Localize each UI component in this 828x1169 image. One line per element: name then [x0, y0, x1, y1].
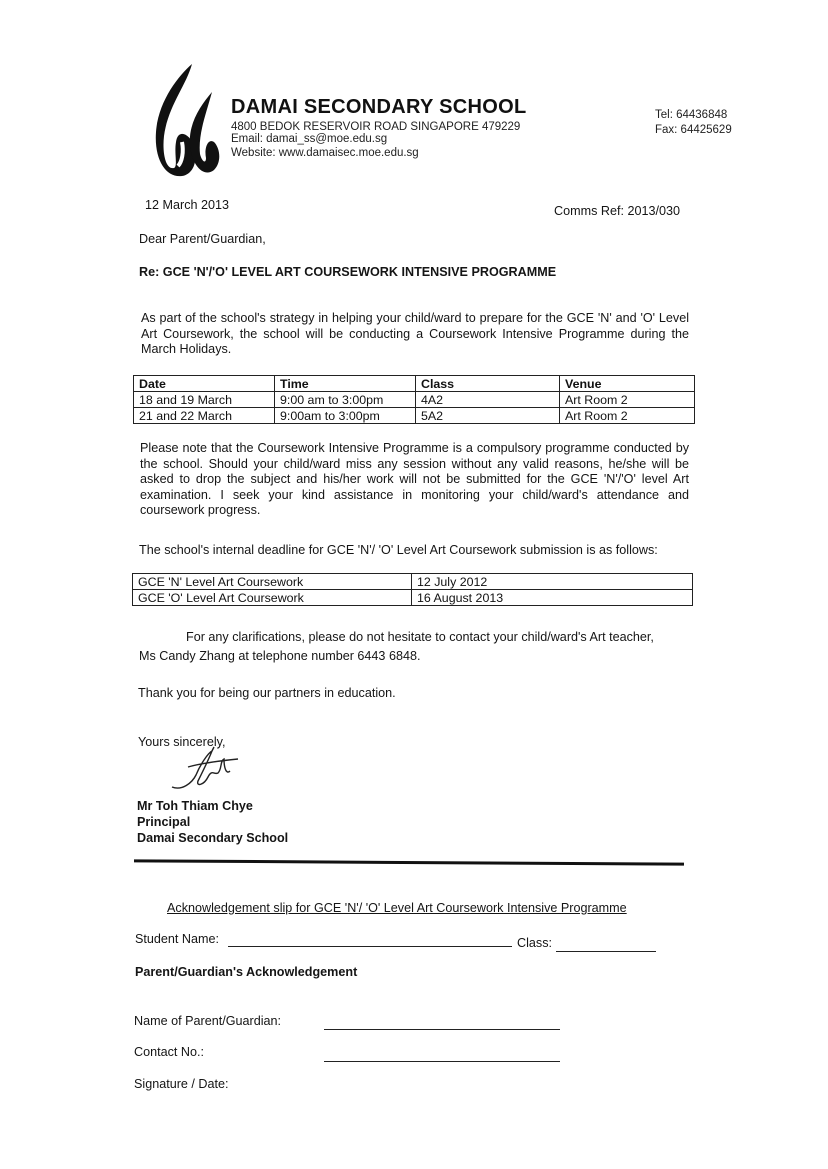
schedule-header-class: Class: [416, 376, 560, 392]
deadline-cell: GCE 'N' Level Art Coursework: [133, 574, 412, 590]
table-row: [133, 590, 693, 606]
schedule-cell: 9:00am to 3:00pm: [275, 408, 416, 424]
school-tel: Tel: 64436848: [655, 109, 728, 121]
class-field[interactable]: [556, 951, 656, 952]
paragraph-intro: As part of the school's strategy in helping your child/ward to prepare for the GCE 'N' and 'O' Level Art Coursework, the school will be conducting a Coursework Intensive Programme during the March Holidays.: [141, 311, 689, 356]
contact-field[interactable]: [324, 1061, 560, 1062]
schedule-header-date: Date: [134, 376, 275, 392]
student-name-field[interactable]: [228, 946, 512, 947]
schedule-cell: Art Room 2: [560, 408, 695, 424]
salutation: Dear Parent/Guardian,: [139, 232, 266, 246]
paragraph-deadline: The school's internal deadline for GCE 'N'/ 'O' Level Art Coursework submission is as follows:: [139, 543, 658, 557]
class-label: Class:: [517, 936, 552, 950]
letter-subject: Re: GCE 'N'/'O' LEVEL ART COURSEWORK INTENSIVE PROGRAMME: [139, 265, 557, 279]
schedule-table: [133, 375, 695, 424]
school-fax: Fax: 64425629: [655, 124, 732, 136]
slip-title: Acknowledgement slip for GCE 'N'/ 'O' Level Art Coursework Intensive Programme: [167, 901, 627, 915]
student-name-label: Student Name:: [135, 932, 220, 946]
deadline-cell: GCE 'O' Level Art Coursework: [133, 590, 412, 606]
school-name: DAMAI SECONDARY SCHOOL: [231, 96, 527, 118]
schedule-cell: 18 and 19 March: [134, 392, 275, 408]
schedule-header-row: [134, 376, 695, 392]
letter-date: 12 March 2013: [145, 198, 230, 212]
deadline-cell: 12 July 2012: [412, 574, 693, 590]
divider: [134, 859, 684, 865]
paragraph-thanks: Thank you for being our partners in education.: [138, 686, 396, 700]
deadline-cell: 16 August 2013: [412, 590, 693, 606]
schedule-cell: 21 and 22 March: [134, 408, 275, 424]
acknowledgement-heading: Parent/Guardian's Acknowledgement: [135, 965, 358, 979]
schedule-cell: 4A2: [416, 392, 560, 408]
school-email: Email: damai_ss@moe.edu.sg: [231, 133, 388, 145]
parent-name-field[interactable]: [324, 1029, 560, 1030]
signature-icon: [168, 745, 248, 795]
school-logo-icon: [148, 62, 222, 180]
signer-name: Mr Toh Thiam Chye: [137, 799, 253, 813]
signer-title: Principal: [137, 815, 191, 829]
schedule-header-time: Time: [275, 376, 416, 392]
contact-label: Contact No.:: [134, 1045, 204, 1059]
parent-name-label: Name of Parent/Guardian:: [134, 1014, 282, 1028]
school-website: Website: www.damaisec.moe.edu.sg: [231, 147, 419, 159]
closing: Yours sincerely,: [138, 735, 226, 749]
table-row: [133, 574, 693, 590]
deadline-table: [132, 573, 693, 606]
paragraph-clarification-line1: For any clarifications, please do not hesitate to contact your child/ward's Art teacher,: [186, 630, 654, 644]
table-row: [134, 392, 695, 408]
signer-organization: Damai Secondary School: [137, 831, 289, 845]
school-address: 4800 BEDOK RESERVOIR ROAD SINGAPORE 479229: [231, 121, 521, 133]
schedule-header-venue: Venue: [560, 376, 695, 392]
signature-date-label: Signature / Date:: [134, 1077, 229, 1091]
paragraph-compulsory: Please note that the Coursework Intensive Programme is a compulsory programme conducted by the school. Should your child/ward miss any session without any valid reasons, he/she will be asked to drop the subject and his/her work will not be submitted for the GCE 'N'/'O' level Art examination. I seek your kind assistance in monitoring your child/ward's attendance and coursework progress.: [140, 441, 689, 517]
comms-ref: Comms Ref: 2013/030: [554, 204, 680, 218]
schedule-cell: 9:00 am to 3:00pm: [275, 392, 416, 408]
paragraph-clarification-line2: Ms Candy Zhang at telephone number 6443 6848.: [139, 649, 421, 663]
schedule-cell: Art Room 2: [560, 392, 695, 408]
schedule-cell: 5A2: [416, 408, 560, 424]
table-row: [134, 408, 695, 424]
